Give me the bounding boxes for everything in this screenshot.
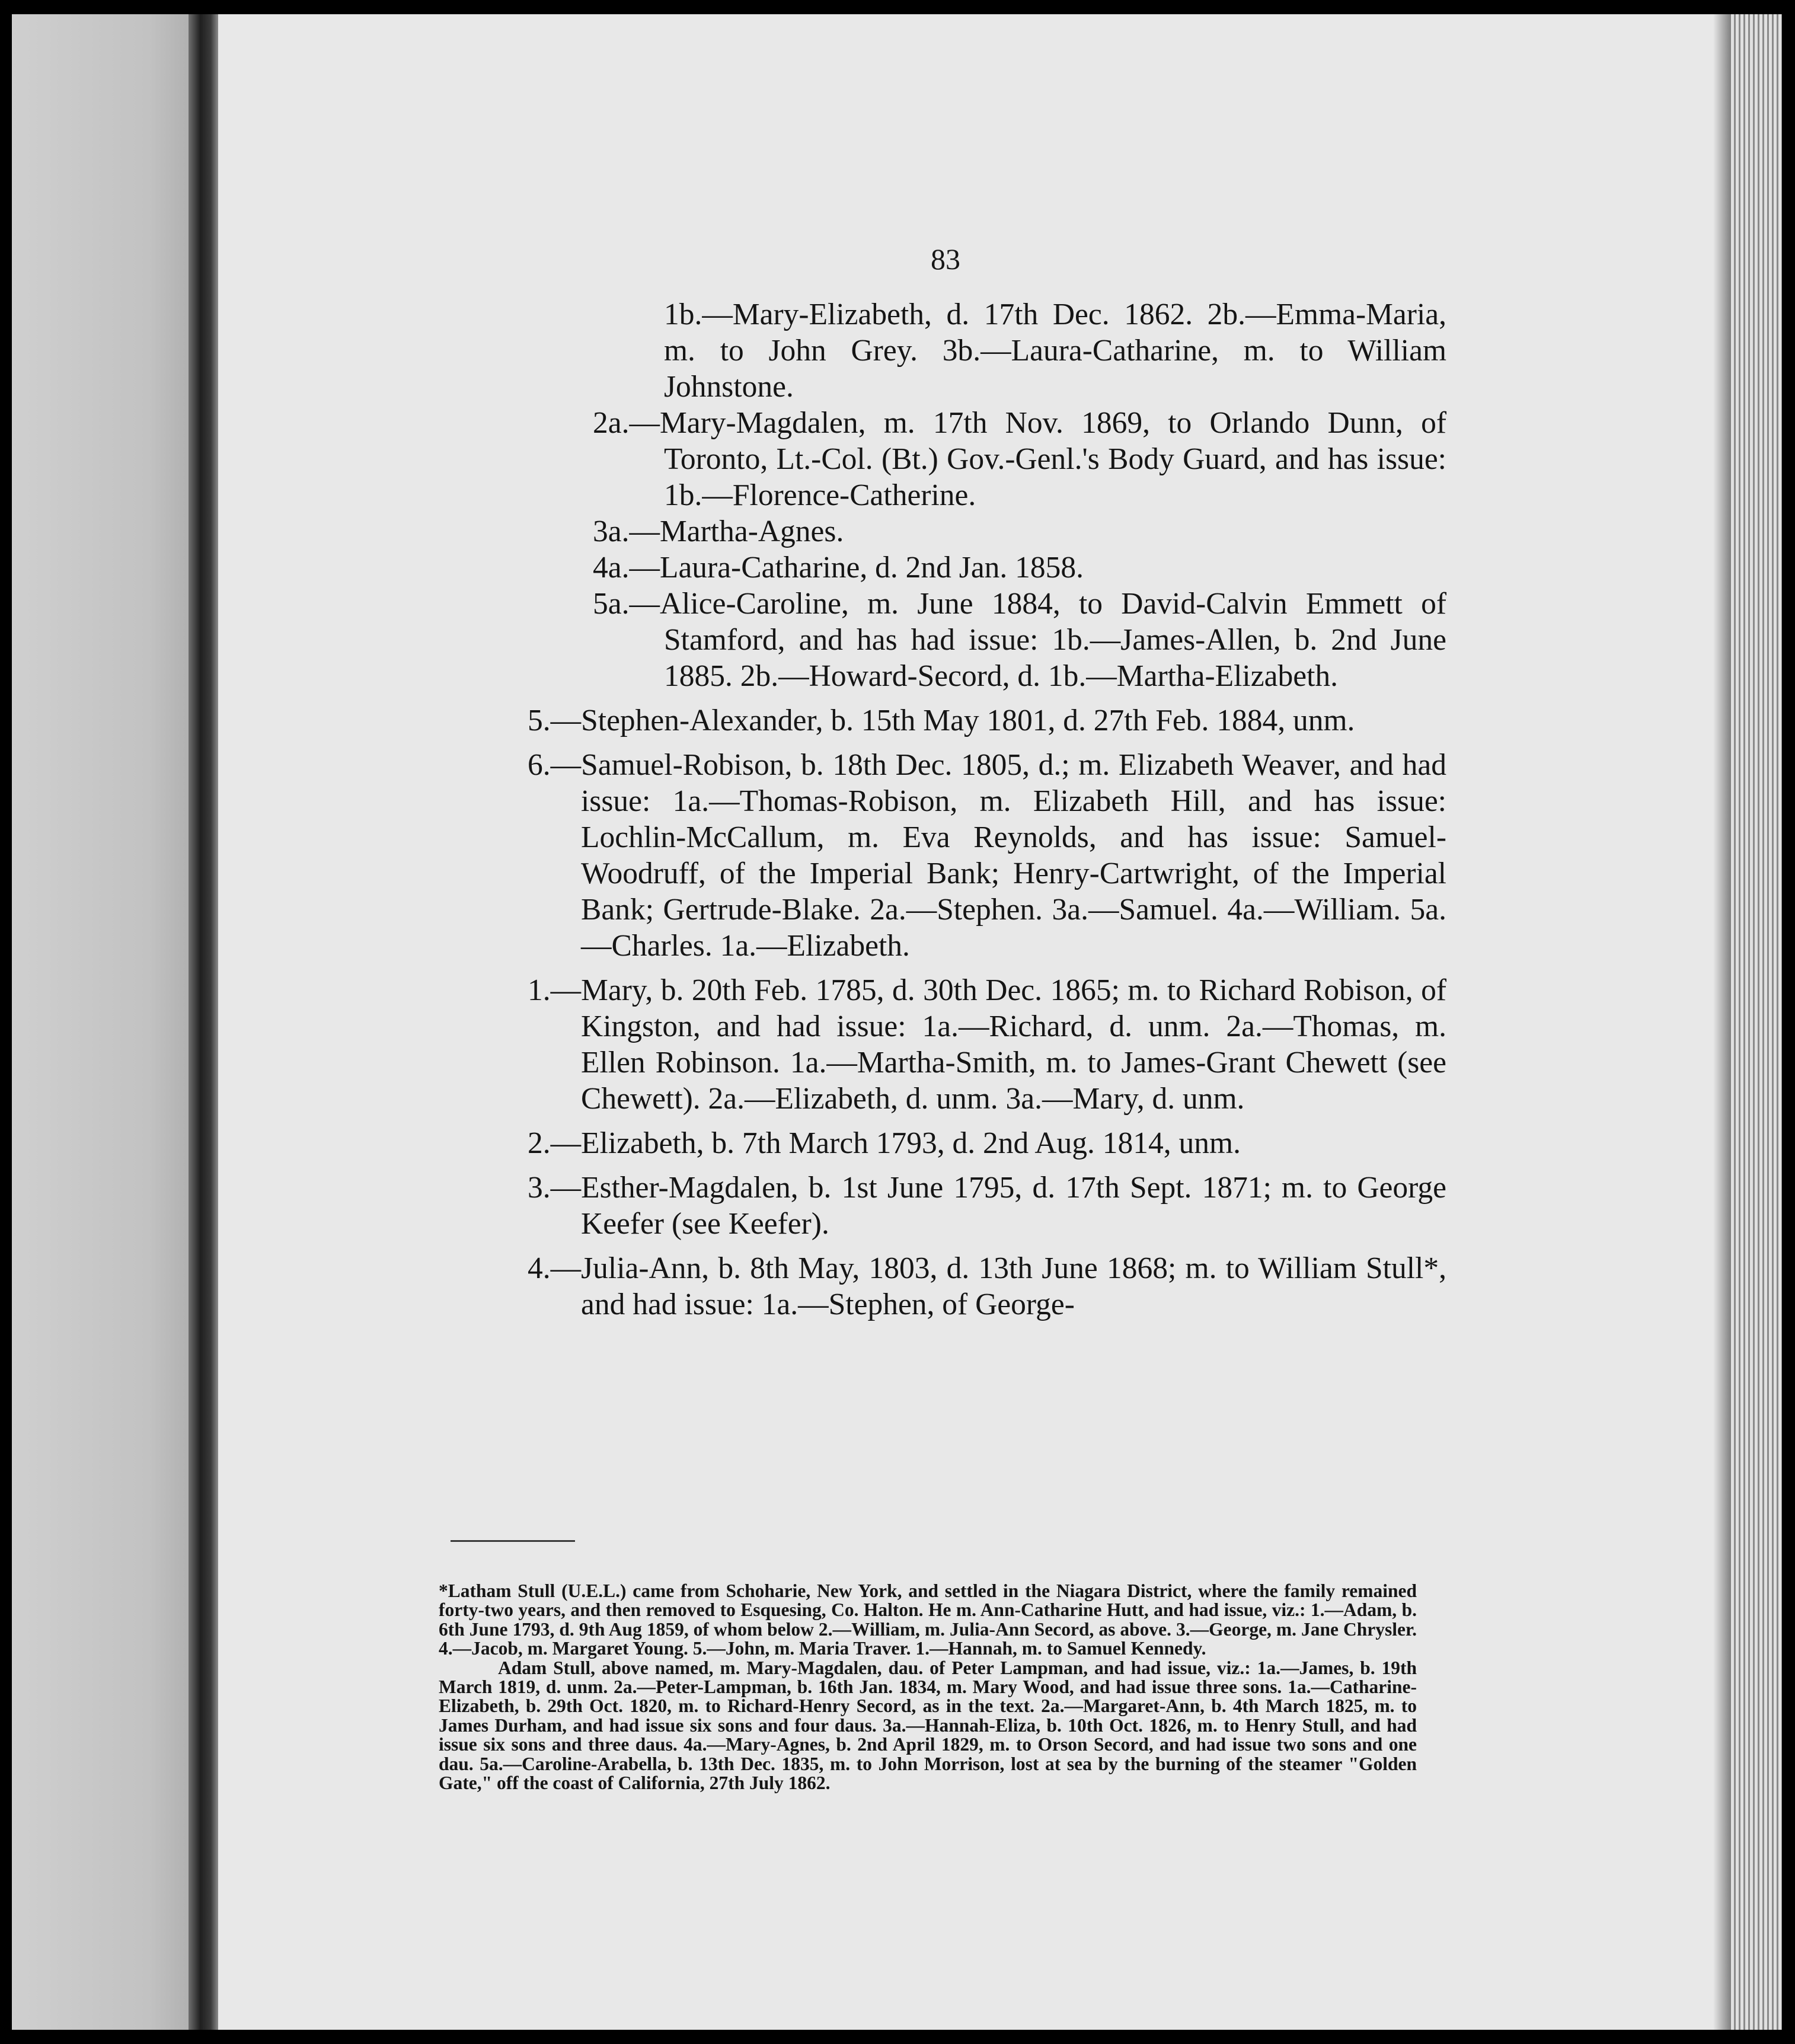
entry-3a-martha-agnes: 3a.—Martha-Agnes.	[593, 515, 844, 548]
entry-4-julia-ann: 4.—Julia-Ann, b. 8th May, 1803, d. 13th June 1868; m. to William Stull*, and had issue: 1a.—Stephen, of George-	[528, 1251, 1446, 1321]
genealogy-text	[474, 296, 1446, 1323]
entry-5a-alice-caroline: 5a.—Alice-Caroline, m. June 1884, to David-Calvin Emmett of Stamford, and has had issue: 1b.—James-Allen, b. 2nd June 1885. 2b.—Howard-Secord, d. 1b.—Martha-Elizabeth.	[593, 587, 1446, 693]
footnote	[439, 1582, 1417, 1793]
entry-3-esther-magdalen: 3.—Esther-Magdalen, b. 1st June 1795, d. 17th Sept. 1871; m. to George Keefer (see Keefer).	[528, 1171, 1446, 1241]
footnote-divider	[451, 1540, 575, 1542]
entry-2-elizabeth: 2.—Elizabeth, b. 7th March 1793, d. 2nd Aug. 1814, unm.	[528, 1126, 1241, 1160]
facing-page-edge	[12, 14, 207, 2030]
entry-4a-laura-catharine: 4a.—Laura-Catharine, d. 2nd Jan. 1858.	[593, 551, 1084, 585]
footnote-paragraph-latham-stull: *Latham Stull (U.E.L.) came from Schoharie, New York, and settled in the Niagara District, where the family remained forty-two years, and then removed to Esquesing, Co. Halton. He m. Ann-Catharine Hutt, and had issue, viz.: 1.—Adam, b. 6th June 1793, d. 9th Aug 1859, of whom below 2.—William, m. Julia-Ann Secord, as above. 3.—George, m. Jane Chrysler. 4.—Jacob, m. Margaret Young. 5.—John, m. Maria Traver. 1.—Hannah, m. to Samuel Kennedy.	[439, 1580, 1417, 1659]
page-number: 83	[931, 242, 960, 276]
entry-5-stephen-alexander: 5.—Stephen-Alexander, b. 15th May 1801, d. 27th Feb. 1884, unm.	[528, 704, 1355, 737]
entry-1b-mary-elizabeth: 1b.—Mary-Elizabeth, d. 17th Dec. 1862. 2b.—Emma-Maria, m. to John Grey. 3b.—Laura-Catharine, m. to William Johnstone.	[664, 298, 1446, 404]
page-edge-shadow	[1713, 14, 1731, 2030]
entry-1-mary: 1.—Mary, b. 20th Feb. 1785, d. 30th Dec. 1865; m. to Richard Robison, of Kingston, and had issue: 1a.—Richard, d. unm. 2a.—Thomas, m. Ellen Robinson. 1a.—Martha-Smith, m. to James-Grant Chewett (see Chewett). 2a.—Elizabeth, d. unm. 3a.—Mary, d. unm.	[528, 973, 1446, 1116]
entry-2a-mary-magdalen: 2a.—Mary-Magdalen, m. 17th Nov. 1869, to Orlando Dunn, of Toronto, Lt.-Col. (Bt.) Gov.-Genl.'s Body Guard, and has issue: 1b.—Florence-Catherine.	[593, 406, 1446, 512]
book-gutter	[189, 14, 218, 2030]
page-block-edges	[1731, 14, 1782, 2030]
entry-6-samuel-robison: 6.—Samuel-Robison, b. 18th Dec. 1805, d.; m. Elizabeth Weaver, and had issue: 1a.—Thomas-Robison, m. Elizabeth Hill, and has issue: Lochlin-McCallum, m. Eva Reynolds, and has issue: Samuel-Woodruff, of the Imperial Bank; Henry-Cartwright, of the Imperial Bank; Gertrude-Blake. 2a.—Stephen. 3a.—Samuel. 4a.—William. 5a.—Charles. 1a.—Elizabeth.	[528, 748, 1446, 963]
footnote-paragraph-adam-stull: Adam Stull, above named, m. Mary-Magdalen, dau. of Peter Lampman, and had issue, viz.: 1a.—James, b. 19th March 1819, d. unm. 2a.—Peter-Lampman, b. 16th Jan. 1834, m. Mary Wood, and had issue three sons. 1a.—Catharine-Elizabeth, b. 29th Oct. 1820, m. to Richard-Henry Secord, as in the text. 2a.—Margaret-Ann, b. 4th March 1825, m. to James Durham, and had issue six sons and four daus. 3a.—Hannah-Eliza, b. 10th Oct. 1826, m. to Henry Stull, and had issue six sons and three daus. 4a.—Mary-Agnes, b. 2nd April 1829, m. to Orson Secord, and had issue two sons and one dau. 5a.—Caroline-Arabella, b. 13th Dec. 1835, m. to John Morrison, lost at sea by the burning of the steamer "Golden Gate," off the coast of California, 27th July 1862.	[439, 1657, 1417, 1794]
